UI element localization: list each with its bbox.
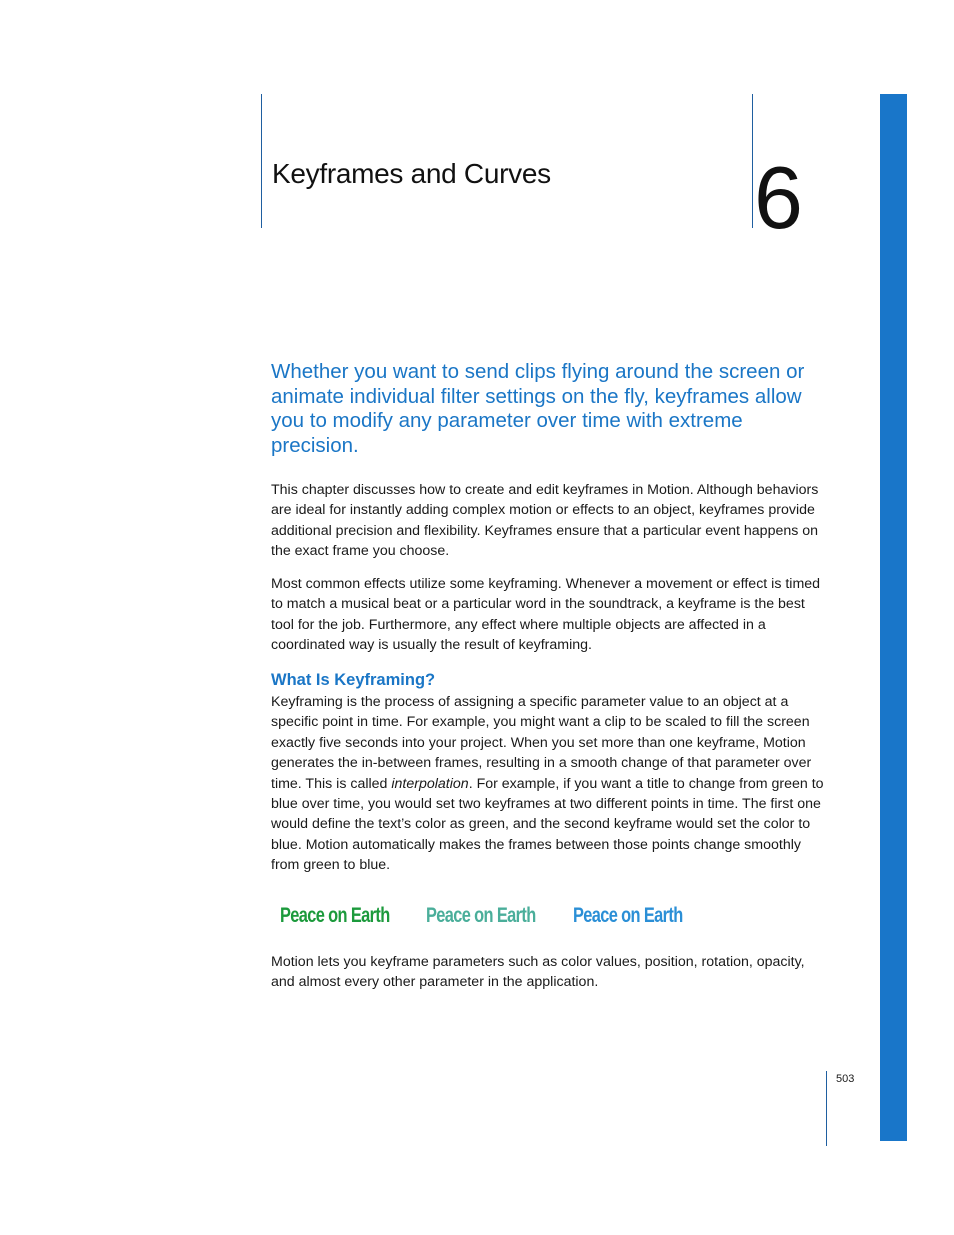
chapter-intro: Whether you want to send clips flying around the screen or animate individual filter settings on the fly, keyframes allow you to modify any parameter over time with extreme precision. [271, 360, 805, 458]
chapter-number: 6 [754, 148, 803, 247]
term-interpolation: interpolation [391, 775, 469, 792]
chapter-side-tab [880, 94, 907, 1141]
definition-text-start: Keyframing is the process of assigning a specific parameter value to an object at a specific point in time. For example, you might want a clip to be scaled to fill the screen exactly five seconds into your project. When you set more than one keyframe, Motion generates the in-between frames, resulting in a smooth change of that parameter over time. This is called [271, 694, 812, 792]
paragraph-overview: This chapter discusses how to create and edit keyframes in Motion. Although behaviors are ideal for instantly adding complex motion or effects to an object, keyframes provide additional precision and flexibility. Keyframes ensure that a particular event happens on the exact frame you choose. [271, 482, 819, 560]
paragraph-common-effects: Most common effects utilize some keyframing. Whenever a movement or effect is timed to match a musical beat or a particular word in the soundtrack, a keyframe is the best tool for the job. Furthermore, any effect where multiple objects are affected in a coordinated way is usually the result of keyframing. [271, 576, 821, 654]
title-rule [261, 94, 262, 228]
color-interpolation-illustration [280, 898, 700, 934]
page-number-rule [826, 1071, 827, 1146]
sample-text-teal: Peace on Earth [426, 904, 536, 927]
page-number: 503 [836, 1073, 855, 1085]
paragraph-closing: Motion lets you keyframe parameters such as color values, position, rotation, opacity, and almost every other parameter in the application. [271, 954, 805, 991]
sample-text-blue: Peace on Earth [573, 904, 683, 927]
section-heading-what-is-keyframing: What Is Keyframing? [271, 671, 436, 689]
definition-text-end: . For example, if you want a title to change from green to blue over time, you would set two keyframes at two different points in time. The first one would define the text’s color as green, and the second keyframe would set the color to blue. Motion automatically makes the frames between those points change smoothly from green to blue. [271, 775, 824, 874]
chapter-title: Keyframes and Curves [272, 158, 551, 189]
chapter-number-rule [752, 94, 753, 228]
paragraph-keyframing-definition [271, 692, 831, 876]
sample-text-green: Peace on Earth [280, 904, 390, 927]
